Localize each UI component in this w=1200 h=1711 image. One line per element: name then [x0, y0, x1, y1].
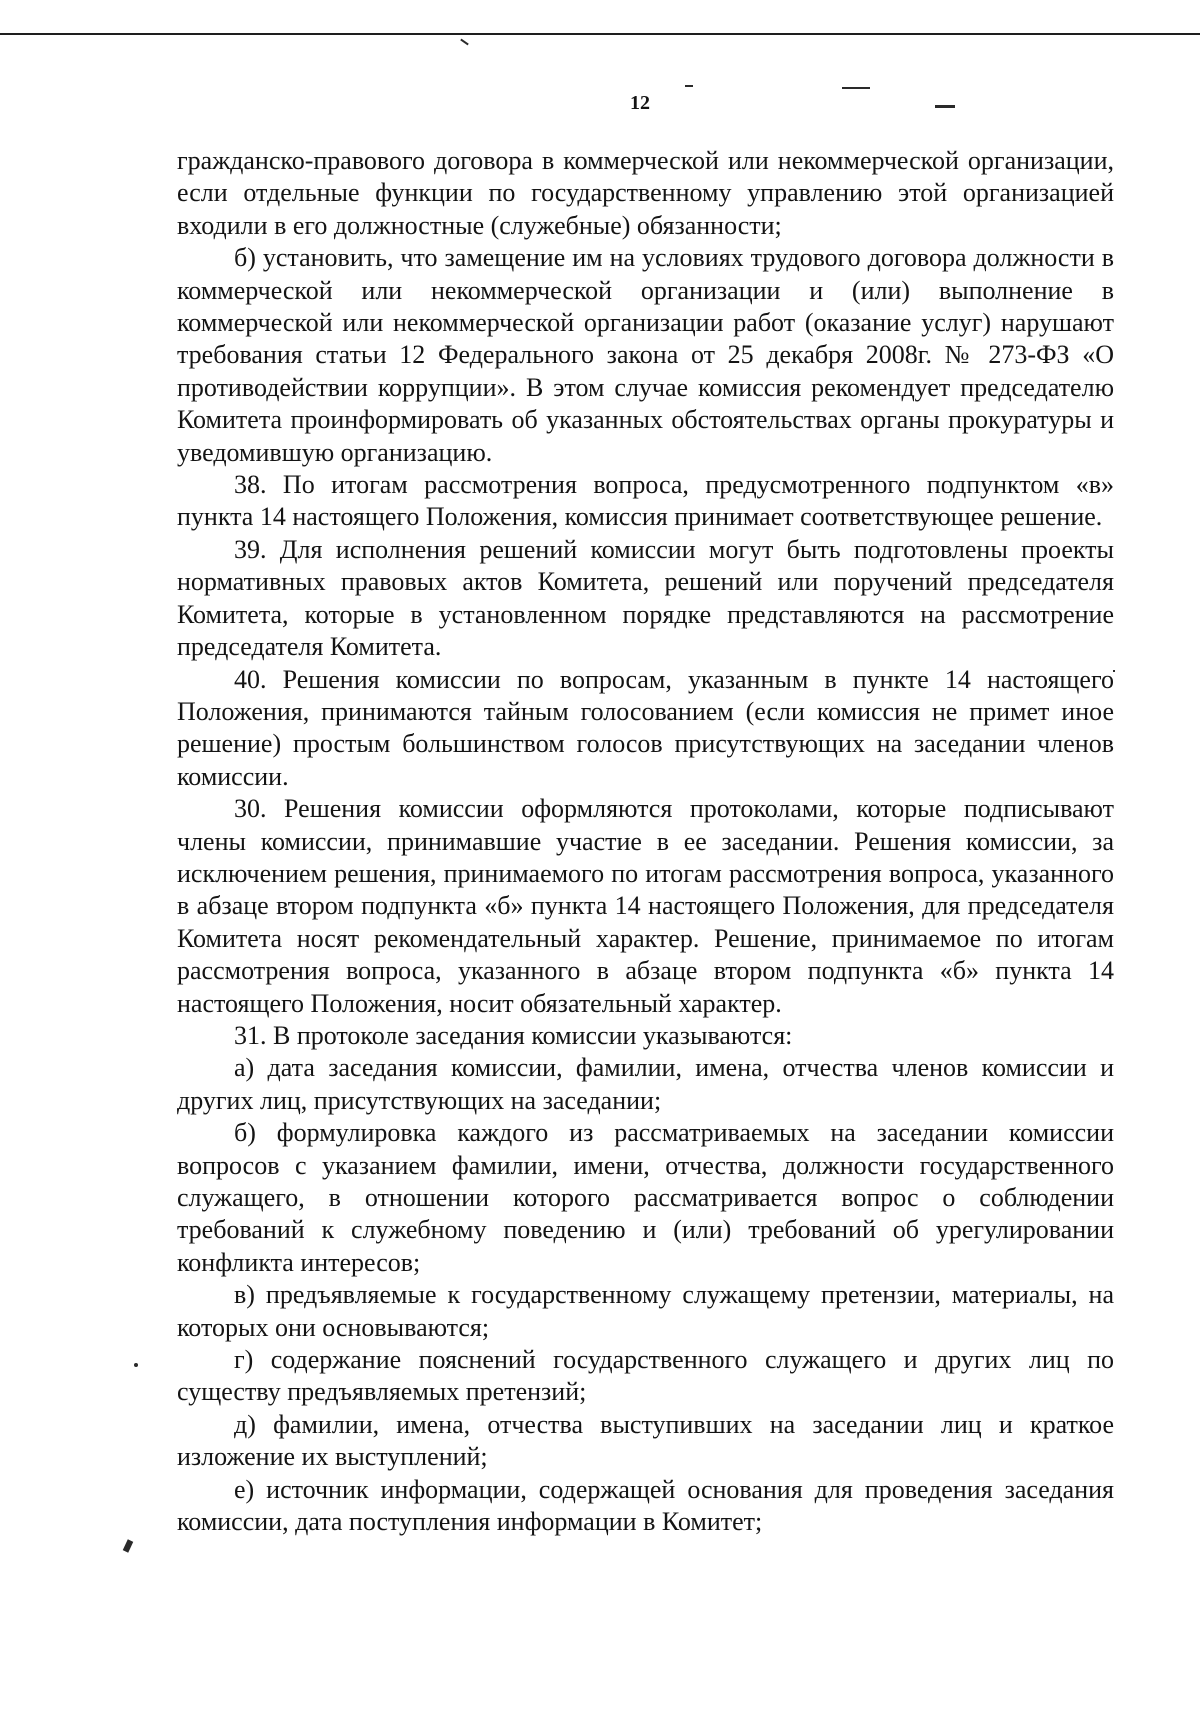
paragraph-31d: д) фамилии, имена, отчества выступивших на заседании лиц и краткое изложение их выступлений; — [177, 1409, 1114, 1472]
paragraph-37b: б) установить, что замещение им на условиях трудового договора должности в коммерческой или некоммерческой организации и (или) выполнение в коммерческой или некоммерческой организации работ (оказание услуг) нарушают требования статьи 12 Федерального закона от 25 декабря 2008г. № 273-ФЗ «О противодействии коррупции». В этом случае комиссия рекомендует председателю Комитета проинформировать об указанных обстоятельствах органы прокуратуры и уведомившую организацию. — [177, 243, 1114, 467]
paragraph-30: 30. Решения комиссии оформляются протоколами, которые подписывают члены комиссии, принимавшие участие в ее заседании. Решения комиссии, за исключением решения, принимаемого по итогам рассмотрения вопроса, указанного в абзаце втором подпункта «б» пункта 14 настоящего Положения, для председателя Комитета носят рекомендательный характер. Решение, принимаемое по итогам рассмотрения вопроса, указанного в абзаце втором подпункта «б» пункта 14 настоящего Положения, носит обязательный характер. — [177, 794, 1114, 1018]
paragraph-31e: е) источник информации, содержащей основания для проведения заседания комиссии, дата поступления информации в Комитет; — [177, 1474, 1114, 1537]
scan-speck — [134, 1363, 138, 1367]
scan-speck — [685, 85, 693, 87]
scan-speck — [842, 87, 870, 89]
page-number: 12 — [630, 92, 650, 114]
scan-top-rule — [0, 33, 1200, 35]
paragraph-31b: б) формулировка каждого из рассматриваемых на заседании комиссии вопросов с указанием фамилии, имени, отчества, должности государственного служащего, в отношении которого рассматривается вопрос о соблюдении требований к служебному поведению и (или) требований об урегулировании конфликта интересов; — [177, 1118, 1114, 1277]
paragraph-39: 39. Для исполнения решений комиссии могут быть подготовлены проекты нормативных правовых актов Комитета, решений или поручений председателя Комитета, которые в установленном порядке представляются на рассмотрение председателя Комитета. — [177, 534, 1114, 662]
paragraph-40: 40. Решения комиссии по вопросам, указанным в пункте 14 настоящего Положения, принимаются тайным голосованием (если комиссия не примет иное решение) простым большинством голосов присутствующих на заседании членов комиссии. — [177, 664, 1114, 791]
paragraph-31: 31. В протоколе заседания комиссии указываются: — [234, 1020, 793, 1050]
paragraph-continuation: гражданско-правового договора в коммерческой или некоммерческой организации, если отдельные функции по государственному управлению этой организацией входили в его должностные (служебные) обязанности; — [177, 146, 1114, 240]
paragraph-31v: в) предъявляемые к государственному служащему претензии, материалы, на которых они основываются; — [177, 1280, 1114, 1342]
scan-speck — [123, 1539, 134, 1552]
paragraph-38: 38. По итогам рассмотрения вопроса, предусмотренного подпунктом «в» пункта 14 настоящего Положения, комиссия принимает соответствующее решение. — [177, 470, 1114, 532]
paragraph-31a: а) дата заседания комиссии, фамилии, имена, отчества членов комиссии и других лиц, присутствующих на заседании; — [177, 1053, 1114, 1115]
paragraph-31g: г) содержание пояснений государственного служащего и других лиц по существу предъявляемых претензий; — [177, 1345, 1114, 1407]
document-body — [177, 145, 1114, 1538]
scan-speck — [935, 105, 955, 108]
scan-speck — [460, 39, 469, 46]
